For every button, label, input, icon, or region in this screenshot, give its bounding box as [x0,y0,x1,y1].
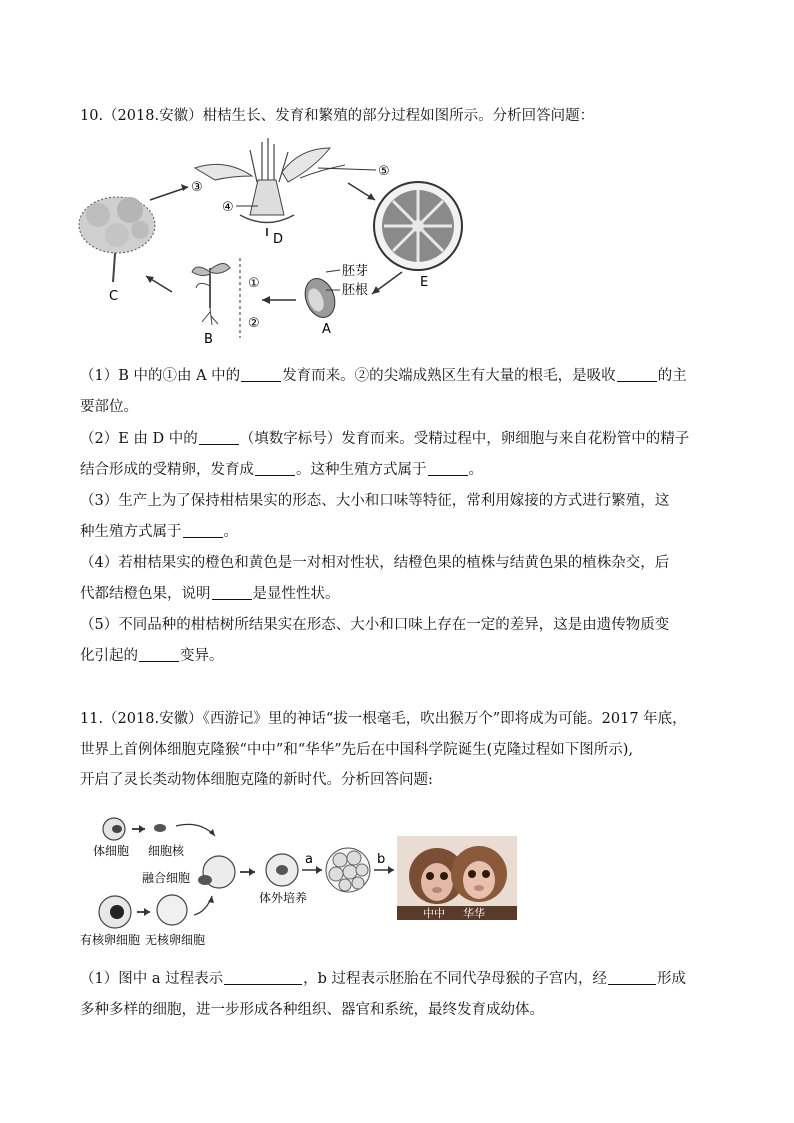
label-n1: ① [248,276,260,291]
citrus-fruit-section-illustration [374,182,462,270]
q10-part3-line1: （3）生产上为了保持柑桔果实的形态、大小和口味等特征，常利用嫁接的方式进行繁殖，这 [80,493,670,509]
label-peigen: 胚根 [342,283,369,298]
q11-part1-line2: 多种多样的细胞，进一步形成各种组织、器官和系统，最终发育成幼体。 [80,1002,544,1018]
label-somatic-cell: 体细胞 [93,844,130,858]
answer-blank-1-1[interactable] [241,366,281,382]
label-C: C [109,289,119,304]
label-n3: ③ [191,180,203,195]
label-huahua: 华华 [463,907,485,920]
q10-part2-line2: 结合形成的受精卵，发育成 。这种生殖方式属于 。 [80,462,483,478]
label-nucleated-egg: 有核卵细胞 [80,933,141,947]
answer-blank-2-2[interactable] [255,460,295,476]
flower-illustration [195,138,345,236]
answer-blank-4-1[interactable] [212,584,252,600]
early-embryo-illustration [326,848,370,892]
label-n5: ⑤ [378,164,390,179]
seed-illustration [300,274,340,321]
q10-part4-line2: 代都结橙色果，说明 是显性性状。 [80,586,340,602]
q10-part3-line2: 种生殖方式属于 。 [80,524,238,540]
q11-part1-line1: （1）图中 a 过程表示 ，b 过程表示胚胎在不同代孕母猴的子宫内，经 形成 [80,971,686,987]
label-n2: ② [248,316,260,331]
answer-blank-11-2[interactable] [608,969,656,985]
cloned-monkeys-photo [397,836,517,920]
q10-part1-line2: 要部位。 [80,399,138,415]
q10-part1-line1: （1）B 中的①由 A 中的 发育而来。②的尖端成熟区生有大量的根毛，是吸收 的主 [80,368,687,384]
answer-blank-11-1[interactable] [224,969,302,985]
citrus-tree-illustration [79,197,155,282]
answer-blank-5-1[interactable] [139,646,179,662]
q10-part5-line2: 化引起的 变异。 [80,648,224,664]
label-D: D [273,232,284,247]
answer-blank-3-1[interactable] [183,522,223,538]
label-E: E [420,275,429,290]
label-peiya: 胚芽 [342,264,369,279]
seedling-illustration [192,258,240,338]
q11-header-line3: 开启了灵长类动物体细胞克隆的新时代。分析回答问题: [80,772,433,788]
q10-part2-line1: （2）E 由 D 中的 （填数字标号）发育而来。受精过程中，卵细胞与来自花粉管中的精子 [80,431,690,447]
label-process-b: b [377,852,386,867]
q11-header-line2: 世界上首例体细胞克隆猴“中中”和“华华”先后在中国科学院诞生(克隆过程如下图所示), [80,742,634,758]
answer-blank-2-3[interactable] [428,460,468,476]
q11-header-line1: 11.（2018.安徽）《西游记》里的神话“拔一根毫毛，吹出猴万个”即将成为可能。2017 年底， [80,711,687,727]
answer-blank-2-1[interactable] [199,429,239,445]
q10-header: 10.（2018.安徽）柑桔生长、发育和繁殖的部分过程如图所示。分析回答问题： [80,108,595,124]
label-nucleus: 细胞核 [148,844,185,858]
answer-blank-1-2[interactable] [617,366,657,382]
label-in-vitro-culture: 体外培养 [259,891,308,905]
q10-part4-line1: （4）若柑桔果实的橙色和黄色是一对相对性状，结橙色果的植株与结黄色果的植株杂交，后 [80,555,670,571]
label-fused-cell: 融合细胞 [142,871,191,885]
label-n4: ④ [222,200,234,215]
q10-part5-line1: （5）不同品种的柑桔树所结果实在形态、大小和口味上存在一定的差异，这是由遗传物质变 [80,617,670,633]
label-process-a: a [305,852,313,867]
label-A: A [322,322,331,337]
label-B: B [204,332,213,347]
label-zhongzhong: 中中 [423,907,445,920]
label-enucleated-egg: 无核卵细胞 [145,933,206,947]
